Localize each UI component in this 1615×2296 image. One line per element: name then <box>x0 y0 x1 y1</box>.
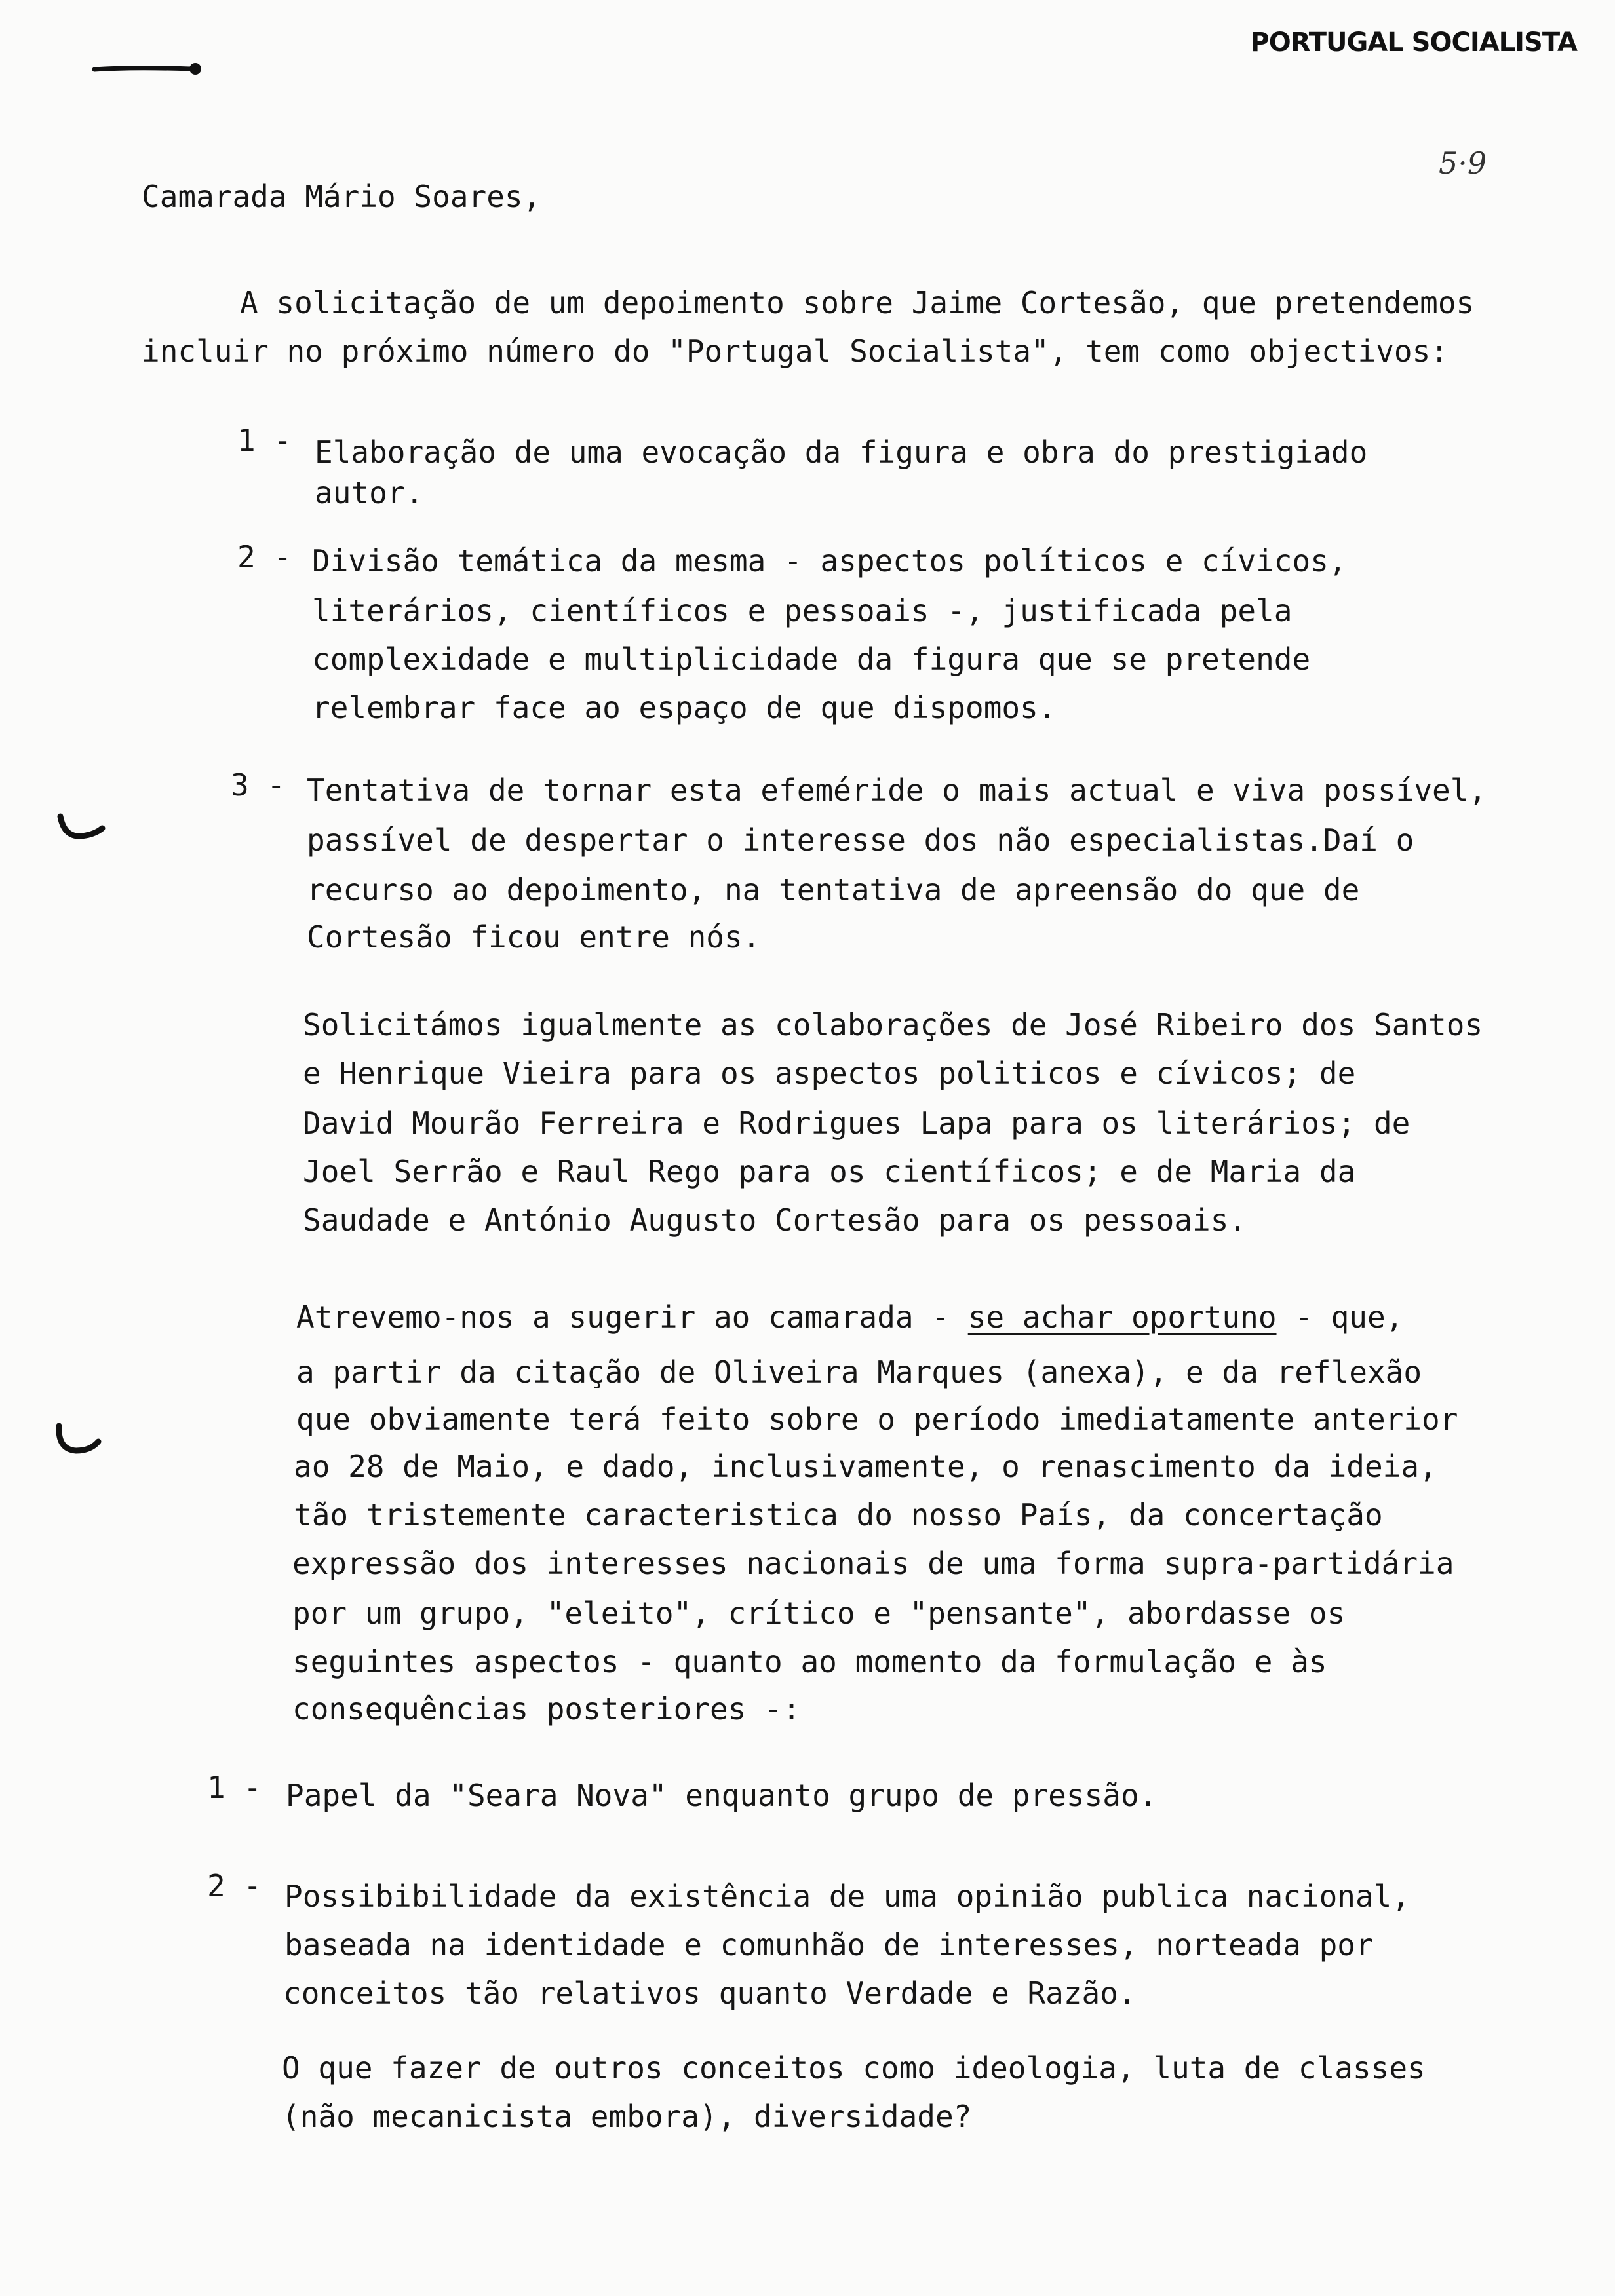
suggestion-line: consequências posteriores -: <box>292 1691 801 1727</box>
objective-line: passível de despertar o interesse dos não especialistas.Daí o <box>307 822 1414 858</box>
objective-line: autor. <box>315 475 424 510</box>
aspect-line: Possibibilidade da existência de uma opinião publica nacional, <box>284 1879 1411 1914</box>
collaborations-line: David Mourão Ferreira e Rodrigues Lapa para os literários; de <box>303 1105 1411 1141</box>
aspect-number: 2 - <box>207 1868 262 1904</box>
objective-line: recurso ao depoimento, na tentativa de apreensão do que de <box>307 872 1360 908</box>
pencil-annotation: 5·9 <box>1439 145 1487 181</box>
punch-hole-mark-top <box>55 811 107 844</box>
objective-number: 1 - <box>237 423 292 458</box>
collaborations-line: Solicitámos igualmente as colaborações de José Ribeiro dos Santos <box>303 1007 1483 1043</box>
intro-line: A solicitação de um depoimento sobre Jaime Cortesão, que pretendemos <box>240 285 1475 320</box>
aspect-number: 1 - <box>207 1770 262 1805</box>
punch-hole-mark-bottom <box>52 1421 105 1460</box>
objective-line: complexidade e multiplicidade da figura que se pretende <box>312 641 1311 677</box>
collaborations-line: Saudade e António Augusto Cortesão para os pessoais. <box>303 1202 1247 1238</box>
suggestion-line: ao 28 de Maio, e dado, inclusivamente, o renascimento da ideia, <box>294 1449 1437 1484</box>
suggestion-text: - que, <box>1276 1299 1404 1335</box>
collaborations-line: e Henrique Vieira para os aspectos politicos e cívicos; de <box>303 1056 1356 1091</box>
closing-question-line: (não mecanicista embora), diversidade? <box>282 2099 972 2134</box>
suggestion-text: Atrevemo-nos a sugerir ao camarada - <box>296 1299 968 1335</box>
suggestion-line: que obviamente terá feito sobre o período imediatamente anterior <box>296 1402 1458 1437</box>
objective-line: literários, científicos e pessoais -, justificada pela <box>312 593 1293 628</box>
underlined-phrase: se achar oportuno <box>967 1299 1277 1335</box>
aspect-line: conceitos tão relativos quanto Verdade e Razão. <box>283 1976 1137 2011</box>
aspect-line: baseada na identidade e comunhão de interesses, norteada por <box>284 1927 1374 1962</box>
objective-number: 3 - <box>231 767 286 803</box>
ink-dash-mark <box>92 59 210 79</box>
publication-header: PORTUGAL SOCIALISTA <box>1250 28 1577 58</box>
suggestion-line: tão tristemente caracteristica do nosso País, da concertação <box>294 1497 1383 1533</box>
closing-question-line: O que fazer de outros conceitos como ideologia, luta de classes <box>282 2050 1426 2086</box>
collaborations-line: Joel Serrão e Raul Rego para os científicos; e de Maria da <box>303 1154 1356 1189</box>
objective-line: relembrar face ao espaço de que dispomos. <box>312 690 1057 725</box>
objective-line: Elaboração de uma evocação da figura e obra do prestigiado <box>315 434 1368 470</box>
objective-number: 2 - <box>237 539 292 575</box>
aspect-line: Papel da "Seara Nova" enquanto grupo de pressão. <box>286 1778 1158 1813</box>
objective-line: Tentativa de tornar esta efeméride o mais actual e viva possível, <box>307 773 1487 808</box>
objective-line: Cortesão ficou entre nós. <box>307 919 761 955</box>
objective-line: Divisão temática da mesma - aspectos políticos e cívicos, <box>312 543 1347 579</box>
suggestion-line: expressão dos interesses nacionais de uma forma supra-partidária <box>292 1546 1454 1581</box>
intro-line: incluir no próximo número do "Portugal Socialista", tem como objectivos: <box>142 334 1449 369</box>
suggestion-line: a partir da citação de Oliveira Marques (anexa), e da reflexão <box>296 1354 1422 1390</box>
salutation: Camarada Mário Soares, <box>142 179 541 214</box>
suggestion-line: seguintes aspectos - quanto ao momento da formulação e às <box>292 1644 1327 1679</box>
suggestion-first-line <box>296 1299 1403 1335</box>
suggestion-line: por um grupo, "eleito", crítico e "pensante", abordasse os <box>292 1596 1346 1631</box>
